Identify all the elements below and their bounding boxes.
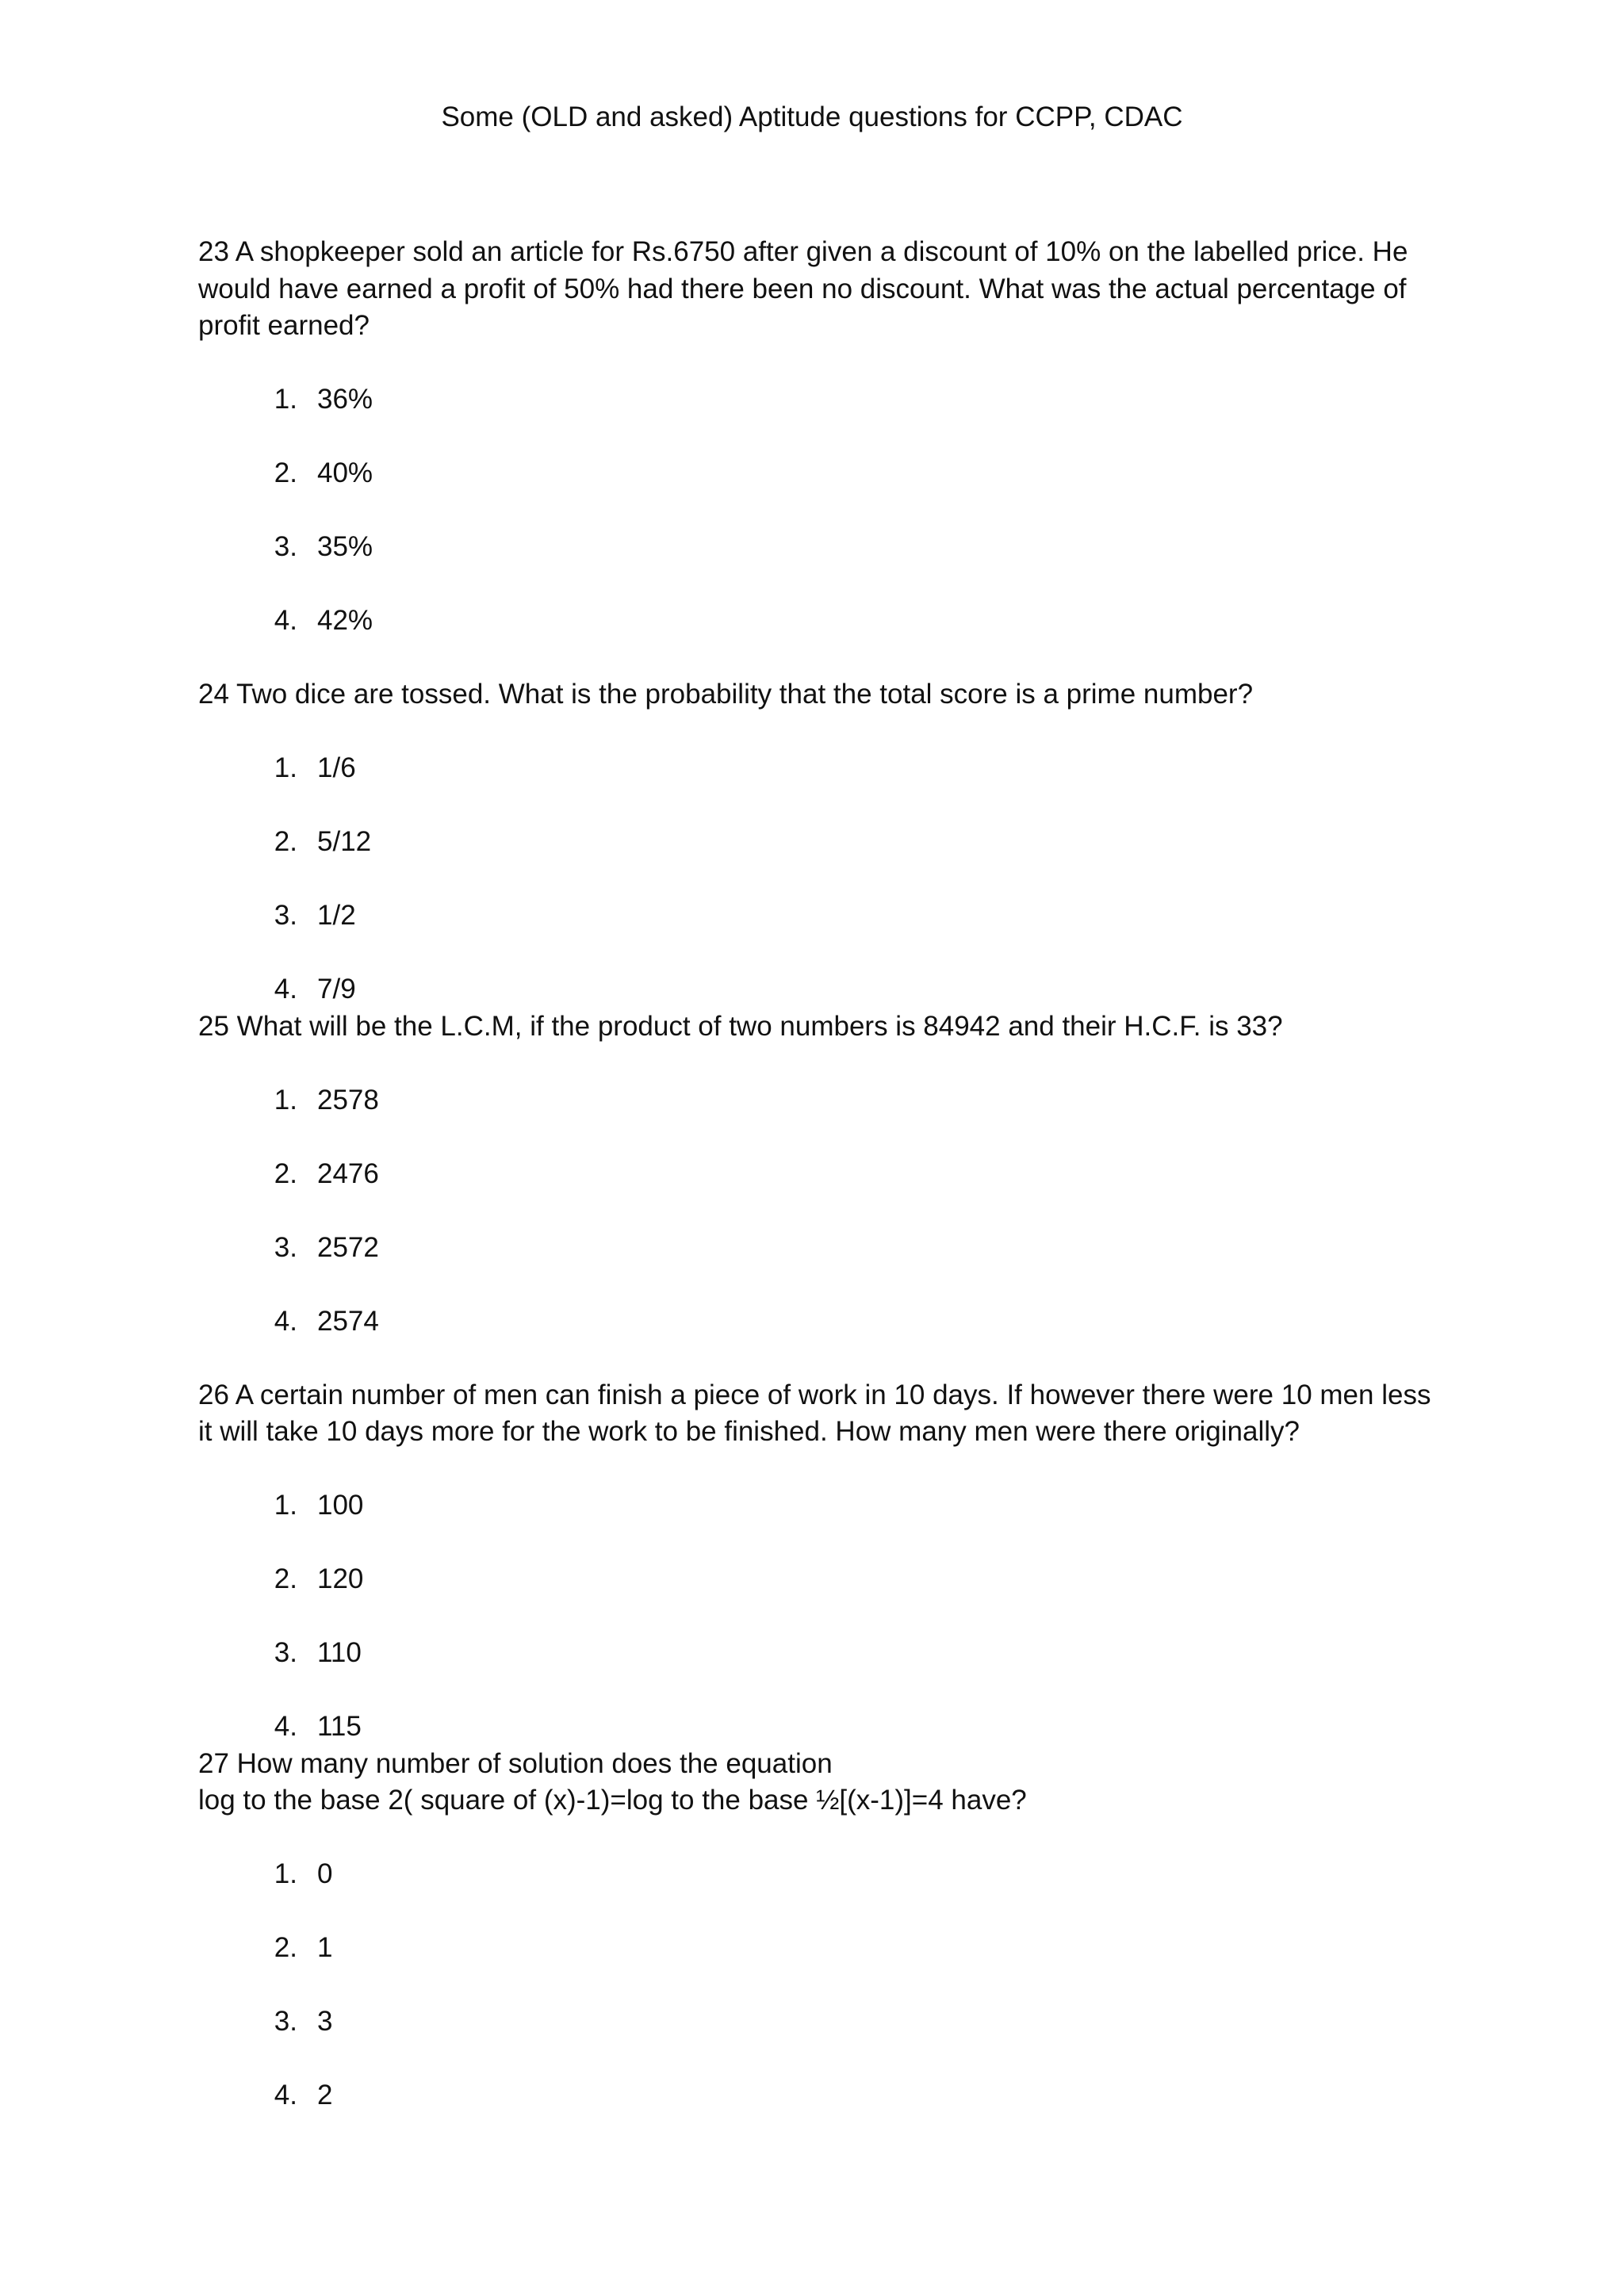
answer-option: [198, 381, 1435, 419]
answer-option: [198, 1303, 1435, 1341]
option-number: 3.: [274, 900, 297, 931]
question-list: [198, 234, 1435, 2114]
option-number: 4.: [274, 1711, 297, 1742]
question-text: [198, 1377, 1435, 1451]
option-number: 2.: [274, 826, 297, 857]
question-line: 25 What will be the L.C.M, if the product of two numbers is 84942 and their H.C.F. is 33?: [198, 1010, 1283, 1042]
option-text: 2: [317, 2080, 333, 2110]
option-text: 1/2: [317, 900, 356, 931]
answer-option: [198, 1561, 1435, 1598]
question-text: [198, 676, 1435, 714]
question-line: it will take 10 days more for the work to be finished. How many men were there originally?: [198, 1416, 1300, 1447]
question-27: [198, 1746, 1435, 2114]
answer-option: [198, 1856, 1435, 1893]
question-text: [198, 234, 1435, 345]
answer-option: [198, 1082, 1435, 1119]
page-title: Some (OLD and asked) Aptitude questions for CCPP, CDAC: [441, 101, 1183, 132]
option-text: 2476: [317, 1158, 379, 1189]
option-number: 1.: [274, 384, 297, 415]
answer-option: [198, 971, 1435, 1008]
option-number: 1.: [274, 752, 297, 783]
answer-option: [198, 1709, 1435, 1746]
option-number: 1.: [274, 1084, 297, 1115]
option-text: 35%: [317, 531, 373, 562]
option-text: 36%: [317, 384, 373, 415]
answer-options: [198, 1856, 1435, 2114]
option-number: 4.: [274, 1305, 297, 1337]
answer-option: [198, 750, 1435, 787]
option-number: 2.: [274, 1932, 297, 1963]
option-number: 4.: [274, 974, 297, 1004]
option-number: 3.: [274, 531, 297, 562]
question-24: [198, 676, 1435, 1008]
question-line: profit earned?: [198, 310, 370, 341]
option-number: 2.: [274, 1563, 297, 1594]
answer-option: [198, 824, 1435, 861]
answer-option: [198, 1230, 1435, 1267]
answer-option: [198, 2003, 1435, 2041]
answer-option: [198, 529, 1435, 566]
option-text: 42%: [317, 605, 373, 636]
option-number: 3.: [274, 1231, 297, 1263]
option-text: 2572: [317, 1231, 379, 1263]
question-line: 23 A shopkeeper sold an article for Rs.6750 after given a discount of 10% on the labelled price. He: [198, 236, 1408, 267]
option-text: 3: [317, 2006, 333, 2037]
answer-option: [198, 455, 1435, 492]
option-text: 110: [317, 1637, 362, 1668]
question-23: [198, 234, 1435, 640]
answer-options: [198, 381, 1435, 640]
question-line: log to the base 2( square of (x)-1)=log to the base ½[(x-1)]=4 have?: [198, 1785, 1027, 1816]
option-number: 2.: [274, 457, 297, 488]
option-text: 5/12: [317, 826, 372, 857]
question-text: [198, 1746, 1435, 1820]
answer-options: [198, 1082, 1435, 1341]
answer-option: [198, 1156, 1435, 1193]
question-25: [198, 1008, 1435, 1341]
option-text: 2574: [317, 1305, 379, 1337]
option-number: 3.: [274, 1637, 297, 1668]
option-number: 1.: [274, 1490, 297, 1521]
question-text: [198, 1008, 1435, 1046]
option-text: 0: [317, 1858, 333, 1889]
option-text: 1/6: [317, 752, 356, 783]
option-number: 4.: [274, 2080, 297, 2110]
answer-options: [198, 1487, 1435, 1746]
option-number: 1.: [274, 1858, 297, 1889]
option-text: 115: [317, 1711, 362, 1742]
answer-option: [198, 1930, 1435, 1967]
answer-option: [198, 1635, 1435, 1672]
option-number: 4.: [274, 605, 297, 636]
answer-option: [198, 603, 1435, 640]
option-number: 2.: [274, 1158, 297, 1189]
question-line: 24 Two dice are tossed. What is the probability that the total score is a prime number?: [198, 679, 1254, 710]
answer-option: [198, 1487, 1435, 1525]
answer-option: [198, 2077, 1435, 2114]
option-text: 120: [317, 1563, 364, 1594]
option-text: 100: [317, 1490, 364, 1521]
option-text: 7/9: [317, 974, 356, 1004]
question-line: 27 How many number of solution does the equation: [198, 1747, 833, 1779]
option-text: 1: [317, 1932, 333, 1963]
question-line: 26 A certain number of men can finish a piece of work in 10 days. If however there were 10 men less: [198, 1379, 1431, 1410]
question-line: would have earned a profit of 50% had there been no discount. What was the actual percentage of: [198, 273, 1407, 304]
option-text: 2578: [317, 1084, 379, 1115]
option-number: 3.: [274, 2006, 297, 2037]
answer-options: [198, 750, 1435, 1008]
question-26: [198, 1377, 1435, 1746]
answer-option: [198, 897, 1435, 935]
option-text: 40%: [317, 457, 373, 488]
